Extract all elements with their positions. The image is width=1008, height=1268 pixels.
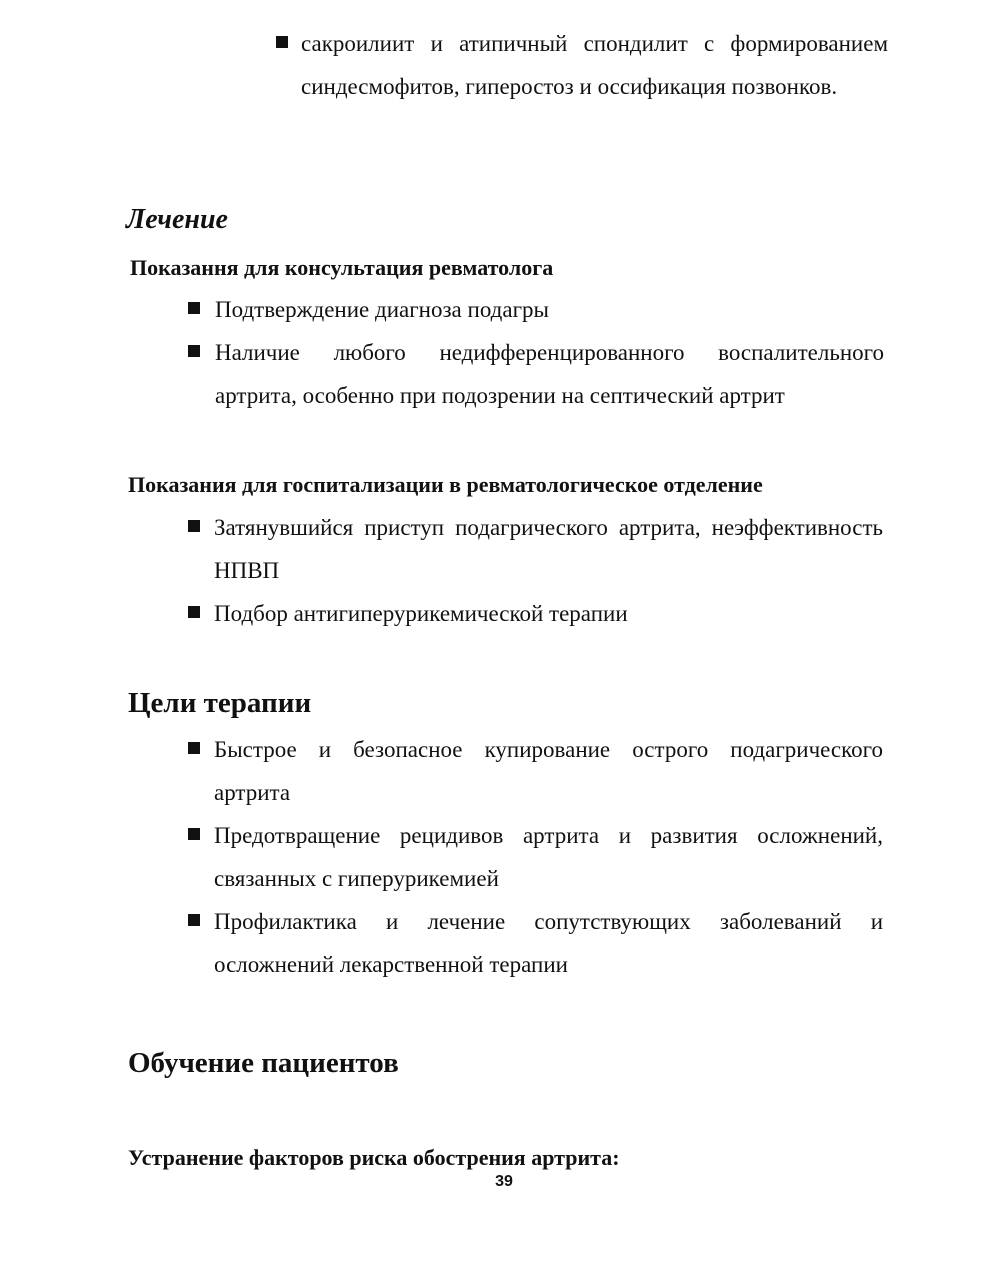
list-item-text: Предотвращение рецидивов артрита и развития осложнений, связанных с гиперурикемией [214, 823, 883, 891]
subsection-title-consultation: Показання для консультация ревматолога [130, 255, 554, 280]
list-item-text: Быстрое и безопасное купирование острого подагрического артрита [214, 737, 883, 805]
continued-bullet-list [276, 22, 888, 108]
list-item-text: сакроилиит и атипичный спондилит с формированием синдесмофитов, гиперостоз и оссификация позвонков. [301, 31, 888, 99]
square-bullet-icon [188, 520, 200, 532]
list-item [188, 331, 884, 417]
list-item-text: Подтверждение диагноза подагры [215, 297, 549, 322]
section-title-education: Обучение пациентов [128, 1047, 399, 1079]
goals-bullet-list [188, 728, 883, 986]
square-bullet-icon [188, 302, 200, 314]
square-bullet-icon [188, 606, 200, 618]
list-item-text: Наличие любого недифференцированного воспалительного артрита, особенно при подозрении на септический артрит [215, 340, 884, 408]
square-bullet-icon [188, 914, 200, 926]
list-item-text: Подбор антигиперурикемической терапии [214, 601, 628, 626]
list-item-text: Профилактика и лечение сопутствующих заболеваний и осложнений лекарственной терапии [214, 909, 883, 977]
square-bullet-icon [276, 36, 288, 48]
section-title-treatment: Лечение [126, 204, 228, 235]
square-bullet-icon [188, 828, 200, 840]
list-item [188, 592, 883, 635]
consultation-bullet-list [188, 288, 884, 417]
hospitalization-bullet-list [188, 506, 883, 635]
square-bullet-icon [188, 345, 200, 357]
list-item-text: Затянувшийся приступ подагрического артрита, неэффективность НПВП [214, 515, 883, 583]
list-item [276, 22, 888, 108]
section-title-goals: Цели терапии [128, 687, 312, 719]
list-item [188, 288, 884, 331]
list-item [188, 506, 883, 592]
square-bullet-icon [188, 742, 200, 754]
list-item [188, 814, 883, 900]
subsection-title-hospitalization: Показания для госпитализации в ревматологическое отделение [128, 472, 763, 497]
list-item [188, 900, 883, 986]
subsection-title-risk-factors: Устранение факторов риска обострения артрита: [128, 1145, 620, 1170]
page-number: 39 [495, 1173, 513, 1190]
list-item [188, 728, 883, 814]
